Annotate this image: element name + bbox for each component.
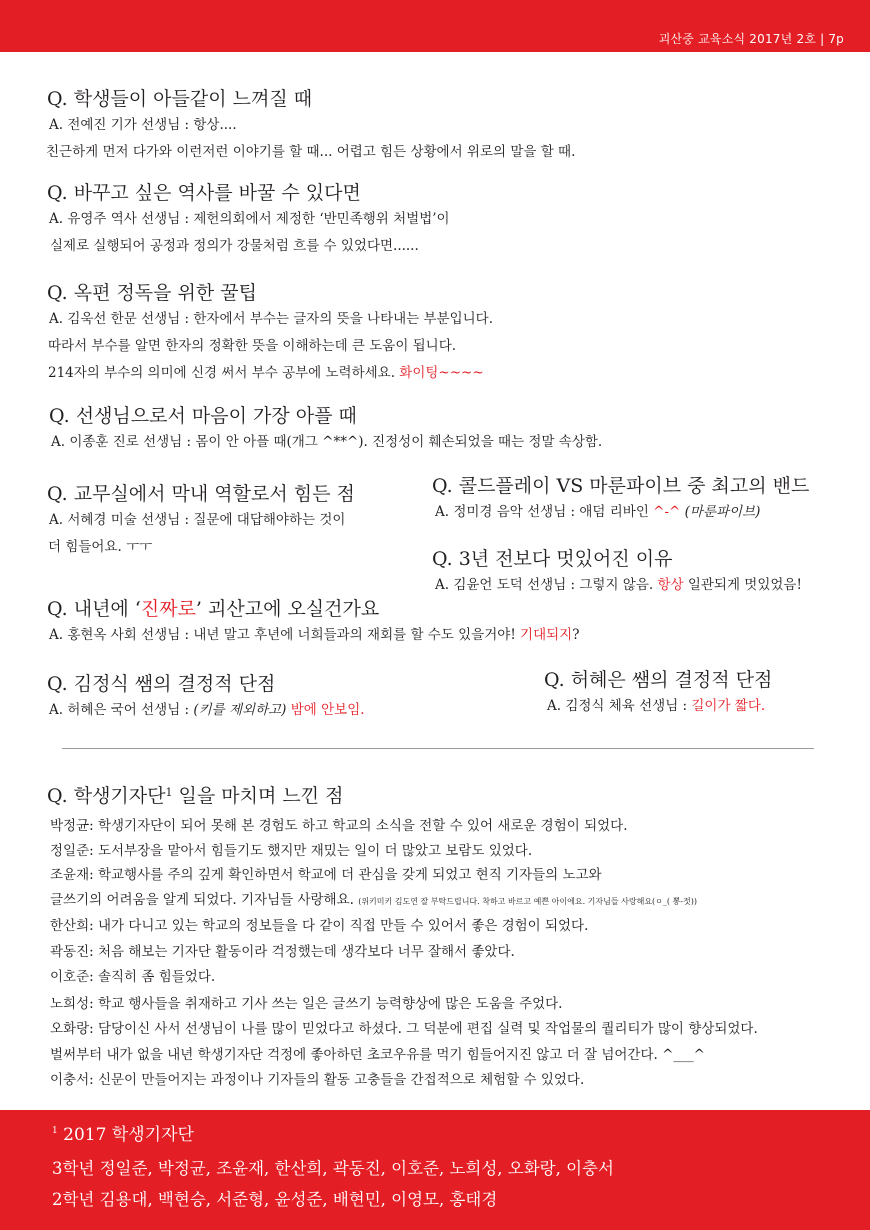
reporter-comment: 조윤재: 학교행사를 주의 깊게 확인하면서 학교에 더 관심을 갖게 되었고 현직 기자들의 노고와 (50, 867, 602, 883)
qa-block-3 (47, 280, 493, 382)
qa-block-2 (47, 180, 450, 255)
answer-8: A. 홍현옥 사회 선생님 : 내년 말고 후년에 너희들과의 재회를 할 수도 있을거야! 기대되지? (49, 627, 580, 643)
qa-block-9 (47, 671, 365, 719)
qa-block-1 (47, 86, 575, 161)
question-10: Q. 허혜은 쌤의 결정적 단점 (544, 669, 773, 691)
question-3: Q. 옥편 정독을 위한 꿀팁 (47, 282, 258, 304)
answer-2: A. 유영주 역사 선생님 : 제헌의회에서 제정한 ‘반민족행위 처벌법’이 (49, 211, 450, 227)
qa-block-5 (47, 481, 355, 556)
top-banner (0, 0, 870, 52)
reporter-comment: 정일준: 도서부장을 맡아서 힘들기도 했지만 재밌는 일이 더 많았고 보람도 있었다. (50, 843, 533, 859)
small-note: (위키미키 김도연 잘 부탁드립니다. 착하고 바르고 예쁜 아이에요. 기자님들 사랑해요(ㅇ_( 뽕-젓)) (358, 897, 697, 906)
question-2: Q. 바꾸고 싶은 역사를 바꿀 수 있다면 (47, 182, 361, 204)
answer-4: A. 이종훈 진로 선생님 : 몸이 안 아플 때(개그 ^**^). 진정성이 훼손되었을 때는 정말 속상함. (51, 434, 603, 450)
question-4: Q. 선생님으로서 마음이 가장 아플 때 (49, 405, 357, 427)
footnote-banner (0, 1110, 870, 1230)
question-5: Q. 교무실에서 막내 역할로서 힘든 점 (47, 483, 355, 505)
question-9: Q. 김정식 쌤의 결정적 단점 (47, 673, 276, 695)
answer-6: A. 정미경 음악 선생님 : 애덤 리바인 ^-^ (마룬파이브) (435, 504, 761, 520)
reporter-comment: 오화랑: 담당이신 사서 선생님이 나를 많이 믿었다고 하셨다. 그 덕분에 편집 실력 및 작업물의 퀄리티가 많이 향상되었다. (50, 1021, 758, 1037)
qa-block-10 (544, 667, 772, 715)
answer-1: A. 전예진 기가 선생님 : 항상.... (49, 117, 237, 133)
qa-block-4 (49, 403, 602, 451)
answer-9: A. 허혜은 국어 선생님 : (키를 제외하고) 밤에 안보임. (49, 702, 365, 718)
answer-2-line: 실제로 실행되어 공정과 정의가 강물처럼 흐를 수 있었다면...... (50, 238, 419, 254)
answer-3-line-2: 214자의 부수의 의미에 신경 써서 부수 공부에 노력하세요. 화이팅~~~~ (48, 365, 484, 381)
reporters-title: Q. 학생기자단$^1$ 일을 마치며 느낀 점 (47, 785, 344, 807)
answer-1-line: 친근하게 먼저 다가와 이런저런 이야기를 할 때... 어렵고 힘든 상황에서 위로의 말을 할 때. (46, 144, 576, 160)
qa-block-6 (432, 473, 809, 521)
reporter-comment: 벌써부터 내가 없을 내년 학생기자단 걱정에 좋아하던 초코우유를 먹기 힘들어지진 않고 더 잘 넘어간다. ^___^ (50, 1047, 705, 1063)
qa-block-7 (432, 546, 802, 594)
question-7: Q. 3년 전보다 멋있어진 이유 (432, 548, 673, 570)
question-6: Q. 콜드플레이 VS 마룬파이브 중 최고의 밴드 (432, 475, 810, 497)
footnote-ref: 1 (165, 786, 173, 799)
answer-7: A. 김윤언 도덕 선생님 : 그렇지 않음. 항상 일관되게 멋있었음! (435, 577, 802, 593)
answer-5: A. 서혜경 미술 선생님 : 질문에 대답해야하는 것이 (49, 512, 346, 528)
reporter-comment: 한산희: 내가 다니고 있는 학교의 정보들을 다 같이 직접 만들 수 있어서 좋은 경험이 되었다. (50, 918, 589, 934)
question-1: Q. 학생들이 아들같이 느껴질 때 (47, 88, 313, 110)
qa-block-8 (47, 596, 579, 644)
reporter-comment: 노희성: 학교 행사들을 취재하고 기사 쓰는 일은 글쓰기 능력향상에 많은 도움을 주었다. (50, 996, 563, 1012)
grade3-roster: 3학년 정일준, 박정균, 조윤재, 한산희, 곽동진, 이호준, 노희성, 오화랑, 이충서 (52, 1159, 614, 1178)
reporter-comment: 글쓰기의 어려움을 알게 되었다. 기자님들 사랑해요. (위키미키 김도연 잘 부탁드립니다. 착하고 바르고 예쁜 아이에요. 기자님들 사랑해요(ㅇ_( 뽕-젓)) (50, 892, 697, 908)
reporter-comment: 박정균: 학생기자단이 되어 못해 본 경험도 하고 학교의 소식을 전할 수 있어 새로운 경험이 되었다. (50, 818, 628, 834)
answer-3: A. 김욱선 한문 선생님 : 한자에서 부수는 글자의 뜻을 나타내는 부분입니다. (49, 311, 493, 327)
page-header: 괴산중 교육소식 2017년 2호 | 7p (658, 32, 844, 46)
fighting-highlight: 화이팅~~~~ (399, 365, 484, 381)
reporter-comment: 이호준: 솔직히 좀 힘들었다. (50, 969, 216, 985)
grade2-roster: 2학년 김용대, 백현승, 서준형, 윤성준, 배현민, 이영모, 홍태경 (52, 1190, 498, 1209)
reporter-comment: 이충서: 신문이 만들어지는 과정이나 기자들의 활동 고충들을 간접적으로 체험할 수 있었다. (50, 1072, 585, 1088)
section-divider (62, 748, 814, 749)
footnote-title: $^1$ 2017 학생기자단 (52, 1125, 194, 1145)
answer-3-line-1: 따라서 부수를 알면 한자의 정확한 뜻을 이해하는데 큰 도움이 됩니다. (48, 338, 457, 354)
question-8: Q. 내년에 ‘진짜로’ 괴산고에 오실건가요 (47, 598, 380, 620)
answer-5-line: 더 힘들어요. ㅜㅜ (48, 539, 153, 555)
reporter-comment: 곽동진: 처음 해보는 기자단 활동이라 걱정했는데 생각보다 너무 잘해서 좋았다. (50, 944, 515, 960)
answer-10: A. 김정식 체육 선생님 : 길이가 짧다. (547, 698, 766, 714)
